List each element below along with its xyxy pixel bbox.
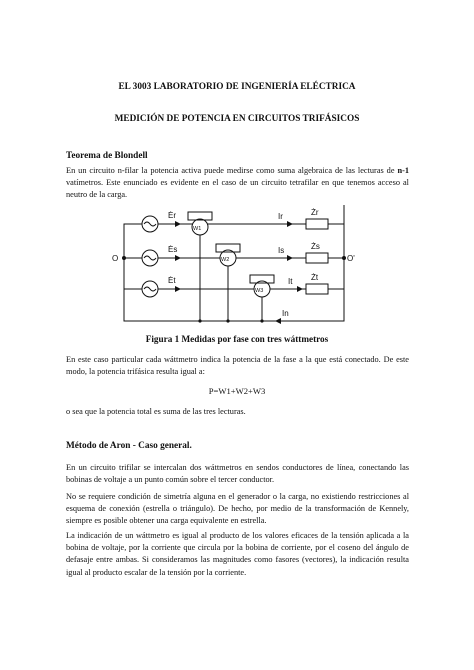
figure-caption: Figura 1 Medidas por fase con tres wáttmetros bbox=[145, 334, 329, 344]
paragraph-aron-3: La indicación de un wáttmetro es igual al producto de los valores eficaces de la tensión aplicada a la bobina de voltaje, por la corriente que circula por la bobina de corriente, por el coseno del ángulo de defasaje entre ambas. Si consideramos las magnitudes como fasores (vectores), la indicación resulta igual al producto escalar de la tensión por la corriente. bbox=[66, 531, 409, 577]
paragraph-total: o sea que la potencia total es suma de las tres lecturas. bbox=[66, 407, 246, 416]
label-Et: Ėt bbox=[168, 276, 176, 285]
emphasis-text: n-1 bbox=[397, 166, 409, 175]
label-It: It bbox=[288, 277, 293, 286]
label-In: In bbox=[282, 309, 289, 318]
paragraph-aron-2: No se requiere condición de simetría alguna en el generador o la carga, no existiendo restricciones al esquema de conexión (estrella o triángulo). De hecho, por medio de la transformación de Kennely, siempre es posible obtener una carga equivalente en estrella. bbox=[66, 492, 409, 526]
label-Es: Ės bbox=[168, 245, 178, 254]
label-Zt: Żt bbox=[311, 273, 319, 282]
impedance-s bbox=[306, 253, 328, 263]
label-Er: Ėr bbox=[168, 211, 176, 220]
label-W3: W3 bbox=[255, 288, 264, 294]
label-Is: Is bbox=[278, 246, 285, 255]
formula bbox=[0, 386, 474, 396]
paragraph-text: vatímetros. Este enunciado es evidente en el caso de un circuito tetrafilar en que tenemos acceso al neutro de la carga. bbox=[66, 178, 409, 200]
document-title: MEDICIÓN DE POTENCIA EN CIRCUITOS TRIFÁSICOS bbox=[114, 114, 360, 124]
impedance-t bbox=[306, 284, 328, 294]
section-heading-aron: Método de Aron - Caso general. bbox=[66, 441, 192, 451]
paragraph-per-phase: En este caso particular cada wáttmetro indica la potencia de la fase a la que está conectado. De este modo, la potencia trifásica resulta igual a: bbox=[66, 355, 409, 377]
label-W1: W1 bbox=[193, 226, 202, 232]
impedance-r bbox=[306, 219, 328, 229]
section-heading-blondell: Teorema de Blondell bbox=[66, 151, 148, 161]
label-Oprime: O' bbox=[347, 254, 355, 263]
formula-text: P=W1+W2+W3 bbox=[208, 386, 266, 396]
label-W2: W2 bbox=[221, 257, 230, 263]
label-Zs: Żs bbox=[311, 242, 320, 251]
paragraph-aron-1: En un circuito trifilar se intercalan dos wáttmetros en sendos conductores de línea, conectando las bobinas de voltaje a un punto común sobre el tercer conductor. bbox=[66, 463, 409, 485]
label-Ir: Ir bbox=[278, 212, 283, 221]
label-Zr: Żr bbox=[311, 208, 319, 217]
course-title: EL 3003 LABORATORIO DE INGENIERÍA ELÉCTRICA bbox=[118, 82, 356, 92]
paragraph-text: En un circuito n-filar la potencia activa puede medirse como suma algebraica de las lecturas de bbox=[66, 166, 398, 175]
label-O: O bbox=[112, 254, 119, 263]
